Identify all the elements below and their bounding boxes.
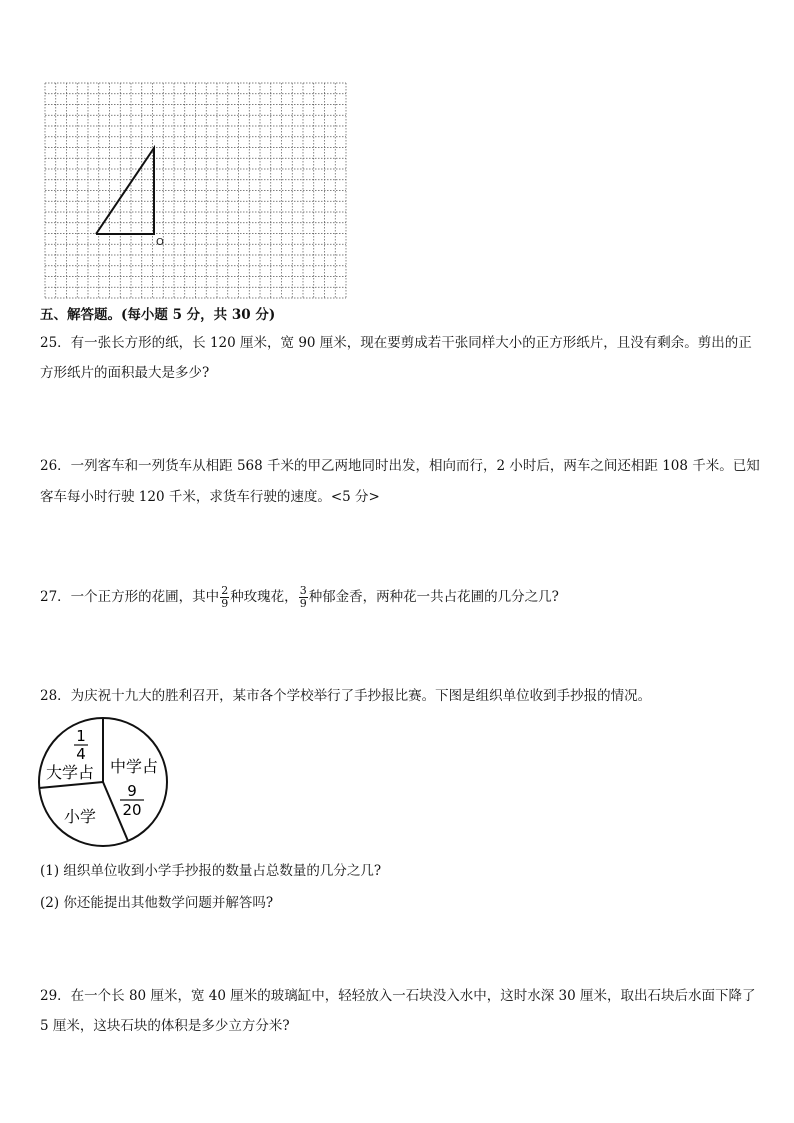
q29-line1: 29．在一个长 80 厘米，宽 40 厘米的玻璃缸中，轻轻放入一石块没入水中，这时水深 30 厘米，取出石块后水面下降了	[40, 988, 756, 1004]
pie-divider-left	[39, 782, 103, 788]
daxue-label: 大学占	[45, 763, 95, 782]
pie-chart	[36, 716, 172, 850]
grid-figure	[40, 78, 350, 300]
daxue-frac-den: 4	[76, 745, 86, 763]
q27-mid: 种玫瑰花，	[230, 589, 298, 605]
q28-text: 28．为庆祝十九大的胜利召开，某市各个学校举行了手抄报比赛。下图是组织单位收到手抄报的情况。	[40, 688, 652, 704]
q27-line	[40, 584, 559, 610]
fraction-3-9: $\frac{3}{9}$	[299, 584, 307, 610]
zhongxue-frac-den: 20	[122, 801, 142, 819]
q28-sub1: (1) 组织单位收到小学手抄报的数量占总数量的几分之几?	[40, 863, 382, 879]
fraction-2-9: $\frac{2}{9}$	[221, 584, 229, 610]
q26-line1: 26．一列客车和一列货车从相距 568 千米的甲乙两地同时出发，相向而行，2 小时后，两车之间还相距 108 千米。已知	[40, 458, 760, 474]
point-o-label: O	[156, 237, 164, 248]
q26-line2: 客车每小时行驶 120 千米，求货车行驶的速度。<5 分>	[40, 489, 380, 505]
triangle	[96, 148, 154, 234]
q25-line2: 方形纸片的面积最大是多少?	[40, 365, 210, 381]
q27-suffix: 种郁金香，两种花一共占花圃的几分之几?	[308, 589, 559, 605]
section-title: 五、解答题。(每小题 5 分，共 30 分)	[40, 307, 276, 323]
xiaoxue-label: 小学	[63, 807, 97, 826]
q27-prefix: 27．一个正方形的花圃，其中	[40, 589, 220, 605]
grid-lines	[45, 83, 346, 298]
zhongxue-frac-num: 9	[127, 782, 137, 800]
q25-line1: 25．有一张长方形的纸，长 120 厘米，宽 90 厘米，现在要剪成若干张同样大小的正方形纸片，且没有剩余。剪出的正	[40, 335, 752, 351]
q28-sub2: (2) 你还能提出其他数学问题并解答吗?	[40, 895, 274, 911]
zhongxue-label: 中学占	[109, 757, 159, 776]
daxue-frac-num: 1	[76, 727, 86, 745]
q29-line2: 5 厘米，这块石块的体积是多少立方分米?	[40, 1018, 290, 1034]
